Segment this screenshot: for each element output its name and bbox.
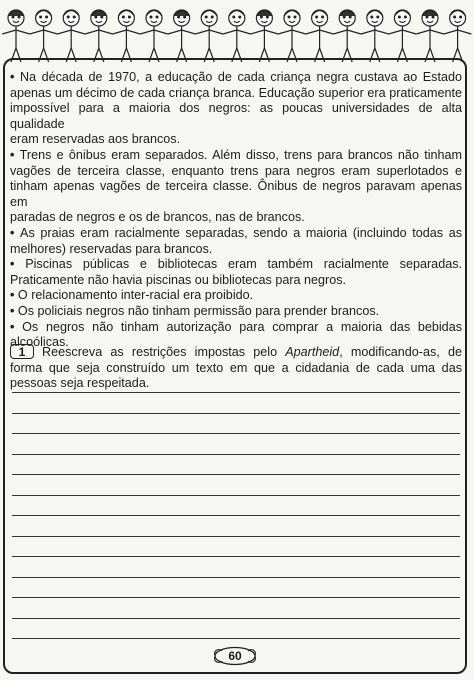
bullet-line: [10, 320, 462, 336]
answer-line[interactable]: [12, 433, 460, 434]
bullet-line: melhores) reservadas para brancos.: [10, 241, 213, 256]
exercise-1: [10, 344, 462, 392]
bullet-line: eram reservadas aos brancos.: [10, 132, 181, 147]
answer-line[interactable]: [12, 597, 460, 598]
bullet-item: [10, 288, 462, 304]
bullet-text: Piscinas públicas e bibliotecas eram também racialmente separadas.: [25, 257, 462, 272]
bullet-list: [10, 70, 462, 351]
bullet-dot-icon: •: [10, 288, 18, 303]
bullet-item: [10, 148, 462, 226]
bullet-item: [10, 304, 462, 320]
answer-line[interactable]: [12, 413, 460, 414]
bullet-dot-icon: •: [10, 147, 20, 162]
bullet-dot-icon: •: [10, 257, 26, 272]
bullet-line: impossível para a maioria dos negros: as poucas universidades de alta qualidade: [10, 101, 462, 131]
answer-line[interactable]: [12, 515, 460, 516]
bullet-item: [10, 70, 462, 148]
bullet-line: [10, 148, 462, 164]
bullet-line: [10, 304, 462, 320]
bullet-dot-icon: •: [10, 303, 18, 318]
page-number: 60: [213, 646, 257, 666]
exercise-number-badge: 1: [10, 344, 34, 359]
answer-line[interactable]: [12, 556, 460, 557]
bullet-text: As praias eram racialmente separadas, sendo a maioria (incluindo todas as: [20, 225, 462, 240]
bullet-dot-icon: •: [10, 225, 21, 240]
bullet-dot-icon: •: [10, 70, 20, 84]
answer-line[interactable]: [12, 536, 460, 537]
bullet-line: [10, 288, 462, 304]
bullet-dot-icon: •: [10, 319, 23, 334]
answer-line[interactable]: [12, 454, 460, 455]
exercise-instruction: Reescreva as restrições impostas pelo Apartheid, modificando-as, de forma que seja construído um texto em que a cidadania de cada uma das pessoas seja respeitada.: [10, 345, 462, 391]
bullet-text: Trens e ônibus eram separados. Além disso, trens para brancos não tinham: [19, 147, 462, 162]
answer-line[interactable]: [12, 638, 460, 639]
answer-line[interactable]: [12, 392, 460, 393]
bullet-line: [10, 257, 462, 273]
bullet-text: Os negros não tinham autorização para comprar a maioria das bebidas: [22, 319, 462, 334]
answer-lines: [12, 392, 460, 659]
bullet-line: alcoólicas.: [10, 335, 69, 350]
bullet-line: apenas um décimo de cada criança branca. Educação superior era praticamente: [10, 85, 462, 100]
bullet-line: vagões de terceira classe, enquanto trens para negros eram superlotados e: [10, 163, 462, 178]
bullet-text: O relacionamento inter-racial era proibido.: [17, 288, 254, 303]
answer-line[interactable]: [12, 577, 460, 578]
bullet-item: [10, 257, 462, 288]
bullet-item: [10, 226, 462, 257]
bullet-line: Praticamente não havia piscinas ou bibliotecas para negros.: [10, 272, 347, 287]
bullet-text: Os policiais negros não tinham permissão para prender brancos.: [17, 303, 380, 318]
bullet-line: paradas de negros e os de brancos, nas de brancos.: [10, 210, 305, 225]
bullet-line: [10, 226, 462, 242]
answer-line[interactable]: [12, 618, 460, 619]
answer-line[interactable]: [12, 495, 460, 496]
bullet-text: Na década de 1970, a educação de cada criança negra custava ao Estado: [19, 70, 462, 84]
bullet-line: [10, 70, 462, 86]
answer-line[interactable]: [12, 474, 460, 475]
bullet-line: tinham apenas vagões de terceira classe. Ônibus de negros paravam apenas em: [10, 179, 462, 209]
